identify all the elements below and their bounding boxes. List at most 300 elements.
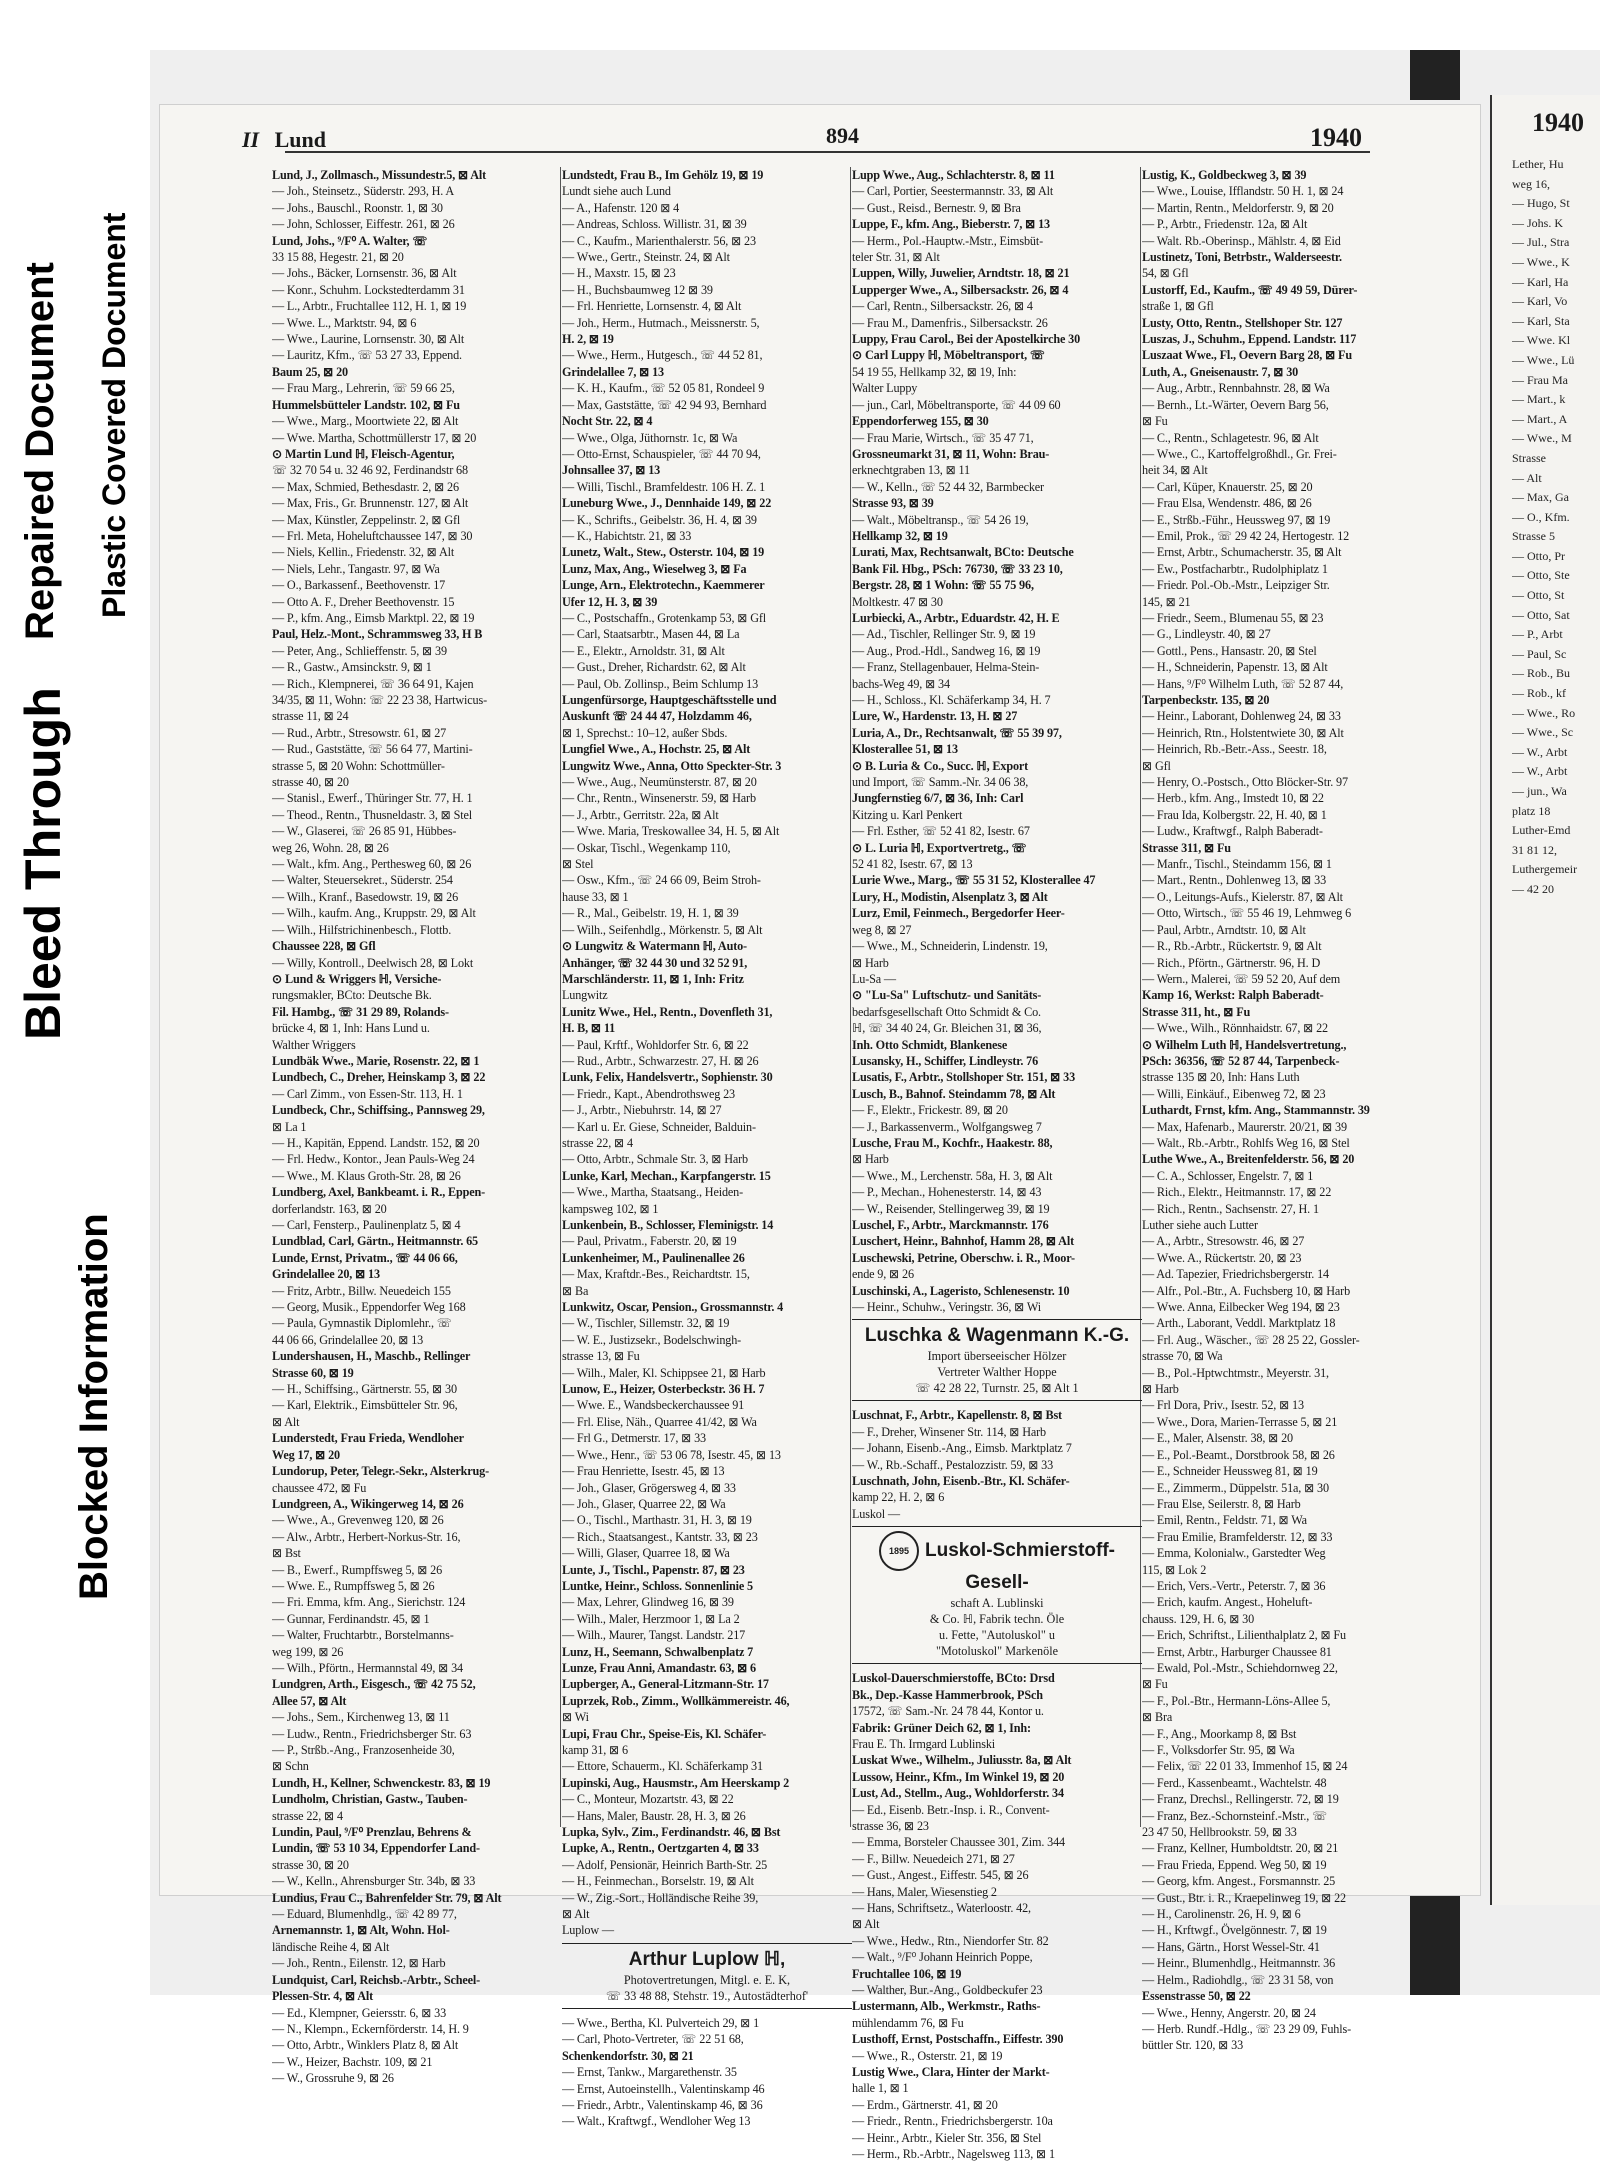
directory-entry: — Wwe. L., Marktstr. 94, ⊠ 6 [272,315,417,330]
next-page-line: weg 16, [1512,176,1550,191]
next-page-line: platz 18 [1512,803,1551,818]
next-page-line: 31 81 12, [1512,842,1557,857]
directory-entry: — Ed., Klempner, Geiersstr. 6, ⊠ 33 [272,2005,447,2020]
directory-entry: strasse 5, ⊠ 20 Wohn: Schottmüller- [272,758,445,773]
directory-entry: — Heinr., Laborant, Dohlenweg 24, ⊠ 33 [1142,709,1341,724]
directory-entry: — Ernst, Tankw., Margarethenstr. 35 [562,2065,737,2080]
directory-entry: — W., Grossruhe 9, ⊠ 26 [272,2071,394,2086]
directory-entry: — W., Heizer, Bachstr. 109, ⊠ 21 [272,2054,433,2069]
directory-entry: — Frl G., Detmerstr. 17, ⊠ 33 [562,1431,706,1446]
directory-entry: Eppendorferweg 155, ⊠ 30 [852,414,989,429]
directory-entry: Moltkestr. 47 ⊠ 30 [852,594,943,609]
ad-line: Import überseeischer Hölzer [927,1349,1067,1364]
directory-entry: — Ferd., Kassenbeamt., Wachtelstr. 48 [1142,1775,1327,1790]
directory-entry: — Frau Frieda, Eppend. Weg 50, ⊠ 19 [1142,1857,1327,1872]
advertisement-luskol [852,1526,1142,1664]
directory-entry: — Joh., Glaser, Quarree 22, ⊠ Wa [562,1496,726,1511]
directory-entry: ⊙ Martin Lund ℍ, Fleisch-Agentur, [272,446,455,461]
directory-entry: — O., Barkassenf., Beethovenstr. 17 [272,578,446,593]
directory-entry: halle 1, ⊠ 1 [852,2081,909,2096]
directory-entry: — Wwe., Marg., Moortwiete 22, ⊠ Alt [272,414,459,429]
directory-entry: — Niels, Lehr., Tangastr. 97, ⊠ Wa [272,561,440,576]
directory-entry: — E., Pol.-Beamt., Dorstbrook 58, ⊠ 26 [1142,1447,1335,1462]
directory-entry: chaussee 472, ⊠ Fu [272,1480,367,1495]
directory-entry: Luther siehe auch Lutter [1142,1218,1258,1232]
directory-entry: Luppy, Frau Carol., Bei der Apostelkirche 30 [852,332,1081,347]
directory-entry: Luschewski, Petrine, Oberschw. i. R., Moor- [852,1250,1075,1265]
directory-entry: — K., Schrifts., Geibelstr. 36, H. 4, ⊠ 39 [562,512,757,527]
directory-entry: ende 9, ⊠ 26 [852,1267,914,1282]
directory-entry: — Wwe., Gertr., Steinstr. 24, ⊠ Alt [562,250,730,265]
directory-entry: Lurbiecki, A., Arbtr., Eduardstr. 42, H. E [852,610,1060,625]
directory-entry: — Walt., ⁹/F⁰ Johann Heinrich Poppe, [852,1950,1033,1965]
directory-entry: — Wwe., Wilh., Rönnhaidstr. 67, ⊠ 22 [1142,1021,1328,1036]
next-page-line: — Otto, Sat [1512,607,1570,622]
directory-entry: — Eduard, Blumenhdlg., ☏ 42 89 77, [272,1907,457,1922]
directory-entry: ⊠ Stel [562,857,594,872]
directory-entry: Lundin, ☏ 53 10 34, Eppendorfer Land- [272,1841,480,1856]
directory-entry: — W., Tischler, Sillemstr. 32, ⊠ 19 [562,1316,730,1331]
directory-entry: — Ettore, Schauerm., Kl. Schäferkamp 31 [562,1759,763,1774]
directory-entry: — Erdm., Gärtnerstr. 41, ⊠ 20 [852,2097,998,2112]
directory-entry: — Ernst, Arbtr., Harburger Chaussee 81 [1142,1644,1332,1659]
directory-entry: — Otto, Arbtr., Schmale Str. 3, ⊠ Harb [562,1152,748,1167]
next-page-line: — Wwe., Lü [1512,352,1575,367]
directory-entry: ⊠ Fu [1142,414,1168,429]
next-page-line: — P., Arbt [1512,627,1563,642]
directory-entry: — L., Arbtr., Fruchtallee 112, H. 1, ⊠ 19 [272,299,467,314]
directory-entry: Lusch, B., Bahnof. Steindamm 78, ⊠ Alt [852,1086,1056,1101]
directory-entry: Luskat Wwe., Wilhelm., Juliusstr. 8a, ⊠ Alt [852,1753,1072,1768]
next-page-line: Strasse 5 [1512,529,1555,544]
directory-entry: — Wwe., Henny, Angerstr. 20, ⊠ 24 [1142,2005,1316,2020]
directory-entry: Lurati, Max, Rechtsanwalt, BCto: Deutsche [852,545,1074,560]
directory-entry: — P., Arbtr., Friedenstr. 12a, ⊠ Alt [1142,217,1308,232]
directory-entry: — Franz, Kellner, Humboldtstr. 20, ⊠ 21 [1142,1841,1339,1856]
ad-title-text: Arthur Luplow ℍ, [628,1948,786,1970]
directory-entry: Lusansky, H., Schiffer, Lindleystr. 76 [852,1053,1039,1068]
directory-entry: — Mart., Rentn., Dohlenweg 13, ⊠ 33 [1142,873,1327,888]
directory-entry: rungsmakler, BCto: Deutsche Bk. [272,988,432,1003]
directory-entry: — Wwe. A., Rückertstr. 20, ⊠ 23 [1142,1250,1302,1265]
page-number: 894 [826,123,859,148]
directory-entry: Lunderstedt, Frau Frieda, Wendloher [272,1431,464,1446]
directory-entry: Lusty, Otto, Rentn., Stellshoper Str. 127 [1142,315,1343,330]
directory-entry: Lunz, Max, Ang., Wieselweg 3, ⊠ Fa [562,561,747,576]
directory-entry: — Frl. Henriette, Lornsenstr. 4, ⊠ Alt [562,299,742,314]
directory-entry: Jungfernstieg 6/7, ⊠ 36, Inh: Carl [852,791,1024,806]
directory-entry: Lunow, E., Heizer, Osterbeckstr. 36 H. 7 [562,1382,765,1397]
directory-entry: — Frau Else, Seilerstr. 8, ⊠ Harb [1142,1496,1301,1511]
directory-entry: — Hans, Gärtn., Horst Wessel-Str. 41 [1142,1939,1320,1954]
bleed-through-label: Bleed Through [15,687,71,1040]
directory-entry: strasse 135 ⊠ 20, Inh: Hans Luth [1142,1070,1300,1085]
directory-entry: Essenstrasse 50, ⊠ 22 [1142,1989,1251,2004]
header-year: 1940 [1310,123,1362,152]
ad-title-text: Luschka & Wagenmann K.-G. [864,1325,1130,1347]
directory-entry: — Wilh., Kranf., Basedowstr. 19, ⊠ 26 [272,889,459,904]
directory-entry: — Frl. Elise, Näh., Quarree 41/42, ⊠ Wa [562,1414,757,1429]
directory-entry: Lundgren, Arth., Eisgesch., ☏ 42 75 52, [272,1677,476,1692]
directory-entry: Lunge, Arn., Elektrotechn., Kaemmerer [562,578,765,593]
directory-entry: — Arth., Laborant, Veddl. Marktplatz 18 [1142,1316,1336,1331]
directory-entry: dorferlandstr. 163, ⊠ 20 [272,1201,387,1216]
next-page-line: — Wwe., K [1512,254,1570,269]
directory-entry: — John, Schlosser, Eiffestr. 261, ⊠ 26 [272,217,455,232]
directory-entry: Luschert, Heinr., Bahnhof, Hamm 28, ⊠ Alt [852,1234,1074,1249]
directory-entry: Lupi, Frau Chr., Speise-Eis, Kl. Schäfer- [562,1726,767,1741]
directory-entry: Lund, J., Zollmasch., Missundestr.5, ⊠ Alt [272,168,487,182]
directory-entry: Lundstedt, Frau B., Im Gehölz 19, ⊠ 19 [562,168,764,182]
directory-entry: — Walt. Rb.-Oberinsp., Mählstr. 4, ⊠ Eid [1142,233,1341,248]
next-page-line: — Karl, Ha [1512,274,1569,289]
next-page-line: Luther-Emd [1512,823,1571,838]
directory-entry: Lunz, H., Seemann, Schwalbenplatz 7 [562,1644,754,1659]
directory-entry: — W., Kelln., ☏ 52 44 32, Barmbecker [852,479,1044,494]
directory-entry: — Friedr. Pol.-Ob.-Mstr., Leipziger Str. [1142,578,1330,593]
directory-entry: — Franz, Stellagenbauer, Helma-Stein- [852,660,1040,675]
directory-entry: — J., Arbtr., Gerritstr. 22a, ⊠ Alt [562,807,719,822]
directory-entry: 54, ⊠ Gfl [1142,266,1189,281]
directory-entry: — Karl u. Er. Giese, Schneider, Balduin- [562,1119,756,1134]
next-page-line: — O., Kfm. [1512,509,1570,524]
directory-entry: — E., Zimmerm., Düppelstr. 51a, ⊠ 30 [1142,1480,1329,1495]
directory-entry: Lu-Sa — [852,971,896,986]
directory-entry: — Gust., Dreher, Richardstr. 62, ⊠ Alt [562,660,746,675]
directory-entry: — K., Habichtstr. 21, ⊠ 33 [562,528,692,543]
directory-entry: Paul, Helz.-Mont., Schrammsweg 33, H B [272,627,483,642]
directory-entry: — Hans, Maler, Wiesenstieg 2 [852,1884,997,1899]
directory-entry: Lundorup, Peter, Telegr.-Sekr., Alsterkrug- [272,1464,490,1479]
directory-entry: ⊠ Wi [562,1710,589,1725]
directory-entry: — Friedr., Rentn., Friedrichsbergerstr. 10a [852,2114,1053,2129]
directory-entry: — Paul, Krftf., Wohldorfer Str. 6, ⊠ 22 [562,1037,749,1052]
directory-entry: strasse 13, ⊠ Fu [562,1349,640,1364]
directory-entry: Luschel, F., Arbtr., Marckmannstr. 176 [852,1218,1049,1232]
directory-entry: — Henry, O.-Postsch., Otto Blöcker-Str. 97 [1142,775,1348,790]
directory-entry: ⊠ Harb [1142,1382,1179,1397]
directory-entry: ⊠ Harb [852,1152,889,1167]
directory-entry: — Paul, Privatm., Faberstr. 20, ⊠ 19 [562,1234,737,1249]
directory-entry: — H., Schloss., Kl. Schäferkamp 34, H. 7 [852,693,1051,707]
directory-entry: Bergstr. 28, ⊠ 1 Wohn: ☏ 55 75 96, [852,578,1034,593]
directory-entry: — P., kfm. Ang., Eimsb Marktpl. 22, ⊠ 19 [272,610,475,625]
directory-entry: Johnsallee 37, ⊠ 13 [562,463,661,478]
ad-line: ☏ 42 28 22, Turnstr. 25, ⊠ Alt 1 [915,1381,1079,1396]
directory-entry: — Walther, Bur.-Ang., Goldbeckufer 23 [852,1983,1043,1997]
directory-entry: — Oskar, Tischl., Wegenkamp 110, [562,840,731,855]
ad-line: u. Fette, "Autoluskol" u [939,1628,1055,1643]
directory-entry: — Otto, Wirtsch., ☏ 55 46 19, Lehmweg 6 [1142,906,1352,921]
directory-entry: — Ew., Postfacharbtr., Rudolphiplatz 1 [1142,561,1328,576]
directory-entry: strasse 30, ⊠ 20 [272,1857,349,1872]
directory-entry: strasse 40, ⊠ 20 [272,775,349,790]
directory-entry: strasse 36, ⊠ 23 [852,1818,929,1833]
ad-line: Photovertretungen, Mitgl. e. E. K, [623,1972,791,1987]
directory-entry: Luneburg Wwe., J., Dennhaide 149, ⊠ 22 [562,496,772,511]
directory-entry: — Willi, Glaser, Quarree 18, ⊠ Wa [562,1546,730,1561]
directory-entry: — Gunnar, Ferdinandstr. 45, ⊠ 1 [272,1611,430,1626]
directory-entry: — H., Feinmechan., Borselstr. 19, ⊠ Alt [562,1874,754,1889]
directory-entry: — Joh., Glaser, Grögersweg 4, ⊠ 33 [562,1480,736,1495]
directory-entry: — Frl. Aug., Wäscher., ☏ 28 25 22, Gossler- [1142,1332,1360,1347]
directory-entry: und Import, ☏ Samm.-Nr. 34 06 38, [852,775,1029,790]
directory-entry: — Wwe., M., Schneiderin, Lindenstr. 19, [852,939,1048,954]
next-page-line: — Karl, Sta [1512,313,1570,328]
directory-entry: erknechtgraben 13, ⊠ 11 [852,463,970,478]
directory-entry: — Frl. Esther, ☏ 52 41 82, Isestr. 67 [852,824,1030,839]
directory-entry: — Wwe., Olga, Jüthornstr. 1c, ⊠ Wa [562,430,738,445]
directory-entry: — Johs., Bauschl., Roonstr. 1, ⊠ 30 [272,200,443,215]
directory-entry: — Osw., Kfm., ☏ 24 66 09, Beim Stroh- [562,873,761,888]
directory-entry: Tarpenbeckstr. 135, ⊠ 20 [1142,693,1270,707]
directory-entry: Baum 25, ⊠ 20 [272,364,348,379]
directory-entry: — Ewald, Pol.-Mstr., Schiehdornweg 22, [1142,1660,1338,1675]
directory-entry: Grindelallee 7, ⊠ 13 [562,364,664,379]
directory-entry: — F., Ang., Moorkamp 8, ⊠ Bst [1142,1726,1297,1741]
directory-entry: Lungwitz Wwe., Anna, Otto Speckter-Str. 3 [562,758,782,773]
directory-entry: Lure, W., Hardenstr. 13, H. ⊠ 27 [852,709,1018,724]
directory-entry: — Ernst, Arbtr., Schumacherstr. 35, ⊠ Alt [1142,545,1342,560]
directory-entry: kampsweg 102, ⊠ 1 [562,1201,659,1216]
directory-entry: — Ernst, Autoeinstellh., Valentinskamp 46 [562,2081,765,2096]
directory-entry: — Wilh., Maler, Kl. Schippsee 21, ⊠ Harb [562,1365,766,1380]
next-page-line: — Rob., kf [1512,686,1566,701]
directory-entry: — H., Kapitän, Eppend. Landstr. 152, ⊠ 20 [272,1135,480,1150]
directory-entry: Nocht Str. 22, ⊠ 4 [562,414,653,429]
directory-entry: weg 199, ⊠ 26 [272,1644,344,1659]
directory-entry: — Wwe. Maria, Treskowallee 34, H. 5, ⊠ Alt [562,824,780,839]
directory-entry: 115, ⊠ Lok 2 [1142,1562,1207,1577]
directory-entry: — Ed., Eisenb. Betr.-Insp. i. R., Convent- [852,1802,1050,1817]
directory-entry: — Carl Zimm., von Essen-Str. 113, H. 1 [272,1086,463,1101]
directory-entry: — Hans, ⁹/F⁰ Wilhelm Luth, ☏ 52 87 44, [1142,676,1344,691]
directory-entry: Lundberg, Axel, Bankbeamt. i. R., Eppen- [272,1185,486,1200]
directory-entry: — Wwe., A., Grevenweg 120, ⊠ 26 [272,1513,444,1528]
directory-entry: Lustig Wwe., Clara, Hinter der Markt- [852,2065,1050,2080]
directory-entry: — R., Gastw., Amsinckstr. 9, ⊠ 1 [272,660,432,675]
directory-page [160,105,1480,2162]
directory-entry: Hellkamp 32, ⊠ 19 [852,528,948,543]
directory-entry: ⊠ Schn [272,1759,309,1774]
directory-entry: — Frau Henriette, Isestr. 45, ⊠ 13 [562,1464,725,1479]
directory-entry: Lundgreen, A., Wikingerweg 14, ⊠ 26 [272,1496,464,1511]
ad-line: "Motoluskol" Markenöle [936,1644,1058,1659]
ad-line: & Co. ℍ, Fabrik techn. Öle [929,1612,1065,1627]
next-page-line: — Karl, Vo [1512,294,1568,309]
directory-entry: weg 8, ⊠ 27 [852,922,912,937]
directory-entry: — W., Kelln., Ahrensburger Str. 34b, ⊠ 33 [272,1874,476,1889]
directory-entry: — H., Buchsbaumweg 12 ⊠ 39 [562,282,713,297]
directory-entry: — Gust., Angest., Eiffestr. 545, ⊠ 26 [852,1868,1029,1883]
directory-entry: — Hans, Maler, Baustr. 28, H. 3, ⊠ 26 [562,1808,746,1823]
directory-entry: Lury, H., Modistin, Alsenplatz 3, ⊠ Alt [852,889,1048,904]
directory-entry: — Herm., Pol.-Hauptw.-Mstr., Eimsbüt- [852,233,1044,248]
directory-entry: — Frl. Hedw., Kontor., Jean Pauls-Weg 24 [272,1152,475,1167]
directory-entry: — Wwe., Dora, Marien-Terrasse 5, ⊠ 21 [1142,1414,1338,1429]
directory-entry: — J., Barkassenverm., Wolfgangsweg 7 [852,1119,1042,1134]
directory-entry: — Johs., Sem., Kirchenweg 13, ⊠ 11 [272,1710,450,1725]
directory-entry: — Carl, Staatsarbtr., Masen 44, ⊠ La [562,627,740,642]
directory-entry: Lupberger, A., General-Litzmann-Str. 17 [562,1677,769,1692]
directory-entry: — Bernh., Lt.-Wärter, Oevern Barg 56, [1142,397,1329,412]
directory-entry: Lundbäk Wwe., Marie, Rosenstr. 22, ⊠ 1 [272,1053,480,1068]
directory-entry: bachs-Weg 49, ⊠ 34 [852,676,950,691]
directory-entry: Luppe, F., kfm. Ang., Bieberstr. 7, ⊠ 13 [852,217,1050,232]
next-page-line: — Otto, Pr [1512,548,1566,563]
directory-entry: Lunitz Wwe., Hel., Rentn., Dovenfleth 31, [562,1004,773,1019]
directory-entry: ⊠ 1, Sprechst.: 10–12, außer Sbds. [562,725,728,740]
directory-entry: — Otto-Ernst, Schauspieler, ☏ 44 70 94, [562,446,761,461]
directory-entry: Grindelallee 20, ⊠ 13 [272,1267,380,1282]
directory-entry: Weg 17, ⊠ 20 [272,1447,340,1462]
directory-entry: Lungenfürsorge, Hauptgeschäftsstelle und [562,693,777,707]
directory-entry: — F., Dreher, Winsener Str. 114, ⊠ Harb [852,1424,1046,1439]
directory-entry: — Max, Schmied, Bethesdastr. 2, ⊠ 26 [272,479,459,494]
directory-entry: Anhänger, ☏ 32 44 30 und 32 52 91, [562,955,748,970]
directory-entry: teler Str. 31, ⊠ Alt [852,250,940,265]
directory-entry: — Willy, Kontroll., Deelwisch 28, ⊠ Lokt [272,955,474,970]
directory-entry: — Chr., Rentn., Winsenerstr. 59, ⊠ Harb [562,791,756,806]
directory-entry: bedarfsgesellschaft Otto Schmidt & Co. [852,1004,1041,1019]
directory-entry: — Niels, Kellin., Friedenstr. 32, ⊠ Alt [272,545,455,560]
next-page-line: — 42 20 [1512,881,1554,896]
directory-entry: — Friedr., Seem., Blumenau 55, ⊠ 23 [1142,610,1324,625]
directory-entry: — Walter, Fruchtarbtr., Borstelmanns- [272,1628,454,1643]
next-page-line: — Mart., k [1512,392,1566,407]
directory-entry: — Felix, ☏ 22 01 33, Immenhof 15, ⊠ 24 [1142,1759,1348,1774]
directory-entry: Kitzing u. Karl Penkert [852,807,963,822]
directory-entry: — Gust., Btr. i. R., Kraepelinweg 19, ⊠ 22 [1142,1890,1346,1905]
directory-entry: strasse 70, ⊠ Wa [1142,1349,1223,1364]
directory-entry: ⊠ Bra [1142,1710,1173,1725]
directory-entry: ⊠ Fu [1142,1677,1168,1692]
directory-entry: — Aug., Arbtr., Rennbahnstr. 28, ⊠ Wa [1142,381,1330,396]
directory-entry: Lundt siehe auch Lund [562,184,671,199]
directory-entry: Lunetz, Walt., Stew., Osterstr. 104, ⊠ 19 [562,545,765,560]
directory-entry: — Max, Hafenarb., Maurerstr. 20/21, ⊠ 39 [1142,1119,1347,1134]
repaired-document-label: Repaired Document [18,262,62,640]
directory-entry: Luskol-Dauerschmierstoffe, BCto: Drsd [852,1671,1055,1686]
directory-entry: — E., Maler, Alsenstr. 38, ⊠ 20 [1142,1431,1293,1446]
directory-entry: Lussow, Heinr., Kfm., Im Winkel 19, ⊠ 20 [852,1769,1065,1784]
ad-title [852,1531,1142,1595]
directory-entry: Lustorff, Ed., Kaufm., ☏ 49 49 59, Dürer- [1142,282,1358,297]
directory-entry: — Paula, Gymnastik Diplomlehr., ☏ [272,1316,452,1331]
directory-entry: Chaussee 228, ⊠ Gfl [272,939,376,954]
directory-column-2 [562,167,852,2130]
directory-column-4 [1142,167,1432,2054]
directory-entry: Luthardt, Frnst, kfm. Ang., Stammannstr. 39 [1142,1103,1370,1118]
directory-entry: — Erich, kaufm. Angest., Hoheluft- [1142,1595,1313,1610]
directory-entry: 54 19 55, Hellkamp 32, ⊠ 19, Inh: [852,364,1017,379]
directory-entry: — Ludw., Rentn., Friedrichsberger Str. 63 [272,1726,472,1741]
directory-entry: Strasse 311, ht., ⊠ Fu [1142,1004,1251,1019]
directory-entry: — Heinrich, Rb.-Betr.-Ass., Seestr. 18, [1142,742,1327,757]
directory-entry: — E., Schneider Heussweg 81, ⊠ 19 [1142,1464,1318,1479]
seal-icon: 1895 [879,1531,919,1571]
directory-entry: Hummelsbütteler Landstr. 102, ⊠ Fu [272,397,460,412]
directory-entry: Lunk, Felix, Handelsvertr., Sophienstr. 30 [562,1070,773,1085]
directory-entry: — Gust., Reisd., Bernestr. 9, ⊠ Bra [852,200,1021,215]
directory-entry: Luschinski, A., Lageristo, Schlenesenstr. 10 [852,1283,1070,1298]
directory-entry: Luplow — [562,1923,614,1938]
directory-entry: — C., Kaufm., Marienthalerstr. 56, ⊠ 23 [562,233,756,248]
next-page-line: — Otto, St [1512,588,1565,603]
directory-entry: ☏ 32 70 54 u. 32 46 92, Ferdinandstr 68 [272,463,468,478]
directory-entry: — Wwe. Anna, Eilbecker Weg 194, ⊠ 23 [1142,1300,1340,1315]
directory-entry: brücke 4, ⊠ 1, Inh: Hans Lund u. [272,1021,430,1036]
next-page-lines [1512,155,1598,900]
directory-entry: — Heinr., Schuhw., Veringstr. 36, ⊠ Wi [852,1300,1041,1315]
directory-entry: Schenkendorfstr. 30, ⊠ 21 [562,2048,694,2063]
directory-entry: — Rud., Arbtr., Stresowstr. 61, ⊠ 27 [272,725,447,740]
next-page-line: Luthergemeir [1512,862,1578,877]
directory-entry: — Walt., kfm. Ang., Perthesweg 60, ⊠ 26 [272,857,472,872]
directory-entry: — Georg, Musik., Eppendorfer Weg 168 [272,1300,466,1315]
directory-entry: — Manfr., Tischl., Steindamm 156, ⊠ 1 [1142,857,1332,872]
directory-entry: mühlendamm 76, ⊠ Fu [852,2015,964,2030]
directory-entry: — E., Strßb.-Führ., Heussweg 97, ⊠ 19 [1142,512,1331,527]
directory-entry: Lundholm, Christian, Gastw., Tauben- [272,1792,468,1807]
running-head [242,127,326,153]
directory-entry: — Willi, Tischl., Bramfeldestr. 106 H. Z. 1 [562,479,766,494]
directory-entry: — Wwe., Laurine, Lornsenstr. 30, ⊠ Alt [272,332,465,347]
directory-entry: — Wilh., Hilfstrichinenbesch., Flottb. [272,922,452,937]
directory-entry: Bank Fil. Hbg., PSch: 76730, ☏ 33 23 10, [852,561,1063,576]
directory-entry: — Erich, Schriftst., Lilienthalplatz 2, ⊠ Fu [1142,1628,1346,1643]
directory-entry: — Max, Künstler, Zeppelinstr. 2, ⊠ Gfl [272,512,461,527]
directory-entry: — Carl, Fensterp., Paulinenplatz 5, ⊠ 4 [272,1218,461,1232]
directory-entry: — Andreas, Schloss. Willistr. 31, ⊠ 39 [562,217,747,232]
directory-entry: Luschnat, F., Arbtr., Kapellenstr. 8, ⊠ Bst [852,1408,1062,1423]
directory-entry: — Wwe., C., Kartoffelgroßhdl., Gr. Frei- [1142,446,1337,461]
directory-entry: ⊠ Bst [272,1546,301,1561]
directory-entry: Luprzek, Rob., Zimm., Wollkämmereistr. 46, [562,1693,790,1708]
directory-entry: ℍ, ☏ 34 40 24, Gr. Bleichen 31, ⊠ 36, [852,1021,1042,1036]
next-page-line: — Johs. K [1512,215,1564,230]
next-page-line: — Alt [1512,470,1542,485]
directory-entry: Strasse 93, ⊠ 39 [852,496,934,511]
directory-entry: ⊙ Carl Luppy ℍ, Möbeltransport, ☏ [852,348,1046,363]
next-page-line: — Otto, Ste [1512,568,1570,583]
directory-entry: weg 26, Wohn. 28, ⊠ 26 [272,840,389,855]
directory-entry: — Wwe., Bertha, Kl. Pulverteich 29, ⊠ 1 [562,2015,760,2030]
directory-entry: Lunkenbein, B., Schlosser, Fleminigstr. 14 [562,1218,774,1232]
directory-entry: ⊙ Lungwitz & Watermann ℍ, Auto- [562,939,747,954]
directory-entry: — Walt., Rb.-Arbtr., Rohlfs Weg 16, ⊠ Stel [1142,1135,1350,1150]
directory-entry: ländische Reihe 4, ⊠ Alt [272,1939,390,1954]
directory-entry: — Frl. Meta, Hoheluftchaussee 147, ⊠ 30 [272,528,473,543]
ad-title-text: Luskol-Schmierstoff-Gesell- [924,1540,1116,1594]
directory-entry: 44 06 66, Grindelallee 20, ⊠ 13 [272,1332,424,1347]
directory-entry: — Wwe., R., Osterstr. 21, ⊠ 19 [852,2048,1003,2063]
directory-entry: — C., Monteur, Mozartstr. 43, ⊠ 22 [562,1792,734,1807]
page-header [180,113,1360,153]
directory-entry: Lundershausen, H., Maschb., Rellinger [272,1349,471,1364]
directory-entry: — Joh., Rentn., Eilenstr. 12, ⊠ Harb [272,1956,446,1971]
ad-line: ☏ 33 48 88, Stehstr. 19., Autostädterhof' [605,1988,809,2003]
directory-entry: heit 34, ⊠ Alt [1142,463,1208,478]
directory-entry: — Karl, Elektrik., Eimsbütteler Str. 96, [272,1398,458,1413]
directory-entry: Fil. Hambg., ☏ 31 29 89, Rolands- [272,1004,449,1019]
next-page-line: — Frau Ma [1512,372,1568,387]
directory-entry: — Johs., Bäcker, Lornsenstr. 36, ⊠ Alt [272,266,457,281]
directory-entry: Klosterallee 51, ⊠ 13 [852,742,958,757]
directory-entry: Lusatis, F., Arbtr., Stollshoper Str. 151, ⊠ 33 [852,1070,1076,1085]
directory-entry: — Rich., Klempnerei, ☏ 36 64 91, Kajen [272,676,474,691]
directory-entry: — Wwe., M., Lerchenstr. 58a, H. 3, ⊠ Alt [852,1168,1053,1183]
